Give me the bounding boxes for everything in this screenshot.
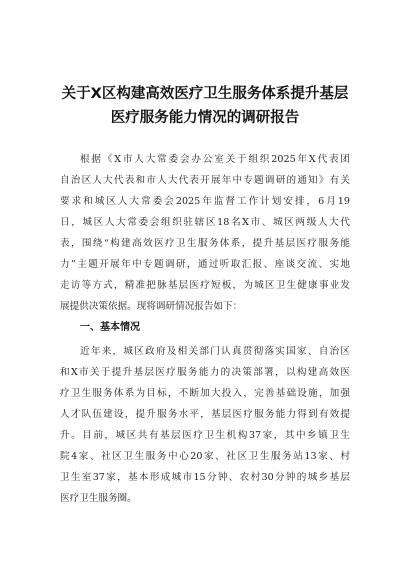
paragraph-line: 展提供决策依据。现将调研情况报告如下：: [60, 301, 243, 312]
paragraph-line: 医疗卫生服务圈。: [60, 493, 137, 504]
section-heading: 一、基本情况: [80, 322, 140, 333]
paragraph-line: 卫生室37家，基本形成城市15分钟、农村30分钟的城乡基层: [60, 472, 350, 483]
paragraph-line: 院4家、社区卫生服务中心20家、社区卫生服务站13家、村: [60, 451, 350, 462]
paragraph-line: 日，城区人大常委会组织驻辖区18名X市、城区两级人大代: [60, 217, 350, 228]
paragraph-line: 疗卫生服务体系为目标，不断加大投入，完善基础设施，加强: [60, 388, 350, 399]
paragraph-line: 近年来，城区政府及相关部门认真贯彻落实国家、自治区: [80, 346, 350, 357]
paragraph-line: 根据《X市人大常委会办公室关于组织2025年X代表团: [80, 154, 350, 165]
document-title-line-1: 关于X区构建高效医疗卫生服务体系提升基层: [61, 86, 349, 102]
paragraph-line: 力”主题开展年中专题调研，通过听取汇报、座谈交流、实地: [60, 259, 350, 270]
paragraph-line: 走访等方式，精准把脉基层医疗短板，为城区卫生健康事业发: [60, 280, 350, 291]
paragraph-line: 和X市关于提升基层医疗服务能力的决策部署，以构建高效医: [60, 367, 350, 378]
paragraph-line: 自治区人大代表和市人大代表开展年中专题调研的通知》有关: [60, 175, 350, 186]
document-title-line-2: 医疗服务能力情况的调研报告: [110, 110, 300, 126]
paragraph-line: 人才队伍建设，提升服务水平，基层医疗服务能力得到有效提: [60, 409, 350, 420]
paragraph-line: 表，围绕“构建高效医疗卫生服务体系，提升基层医疗服务能: [60, 238, 350, 249]
paragraph-line: 要求和城区人大常委会2025年监督工作计划安排，6月19: [60, 196, 350, 207]
paragraph-line: 升。目前，城区共有基层医疗卫生机构37家，其中乡镇卫生: [60, 430, 350, 441]
